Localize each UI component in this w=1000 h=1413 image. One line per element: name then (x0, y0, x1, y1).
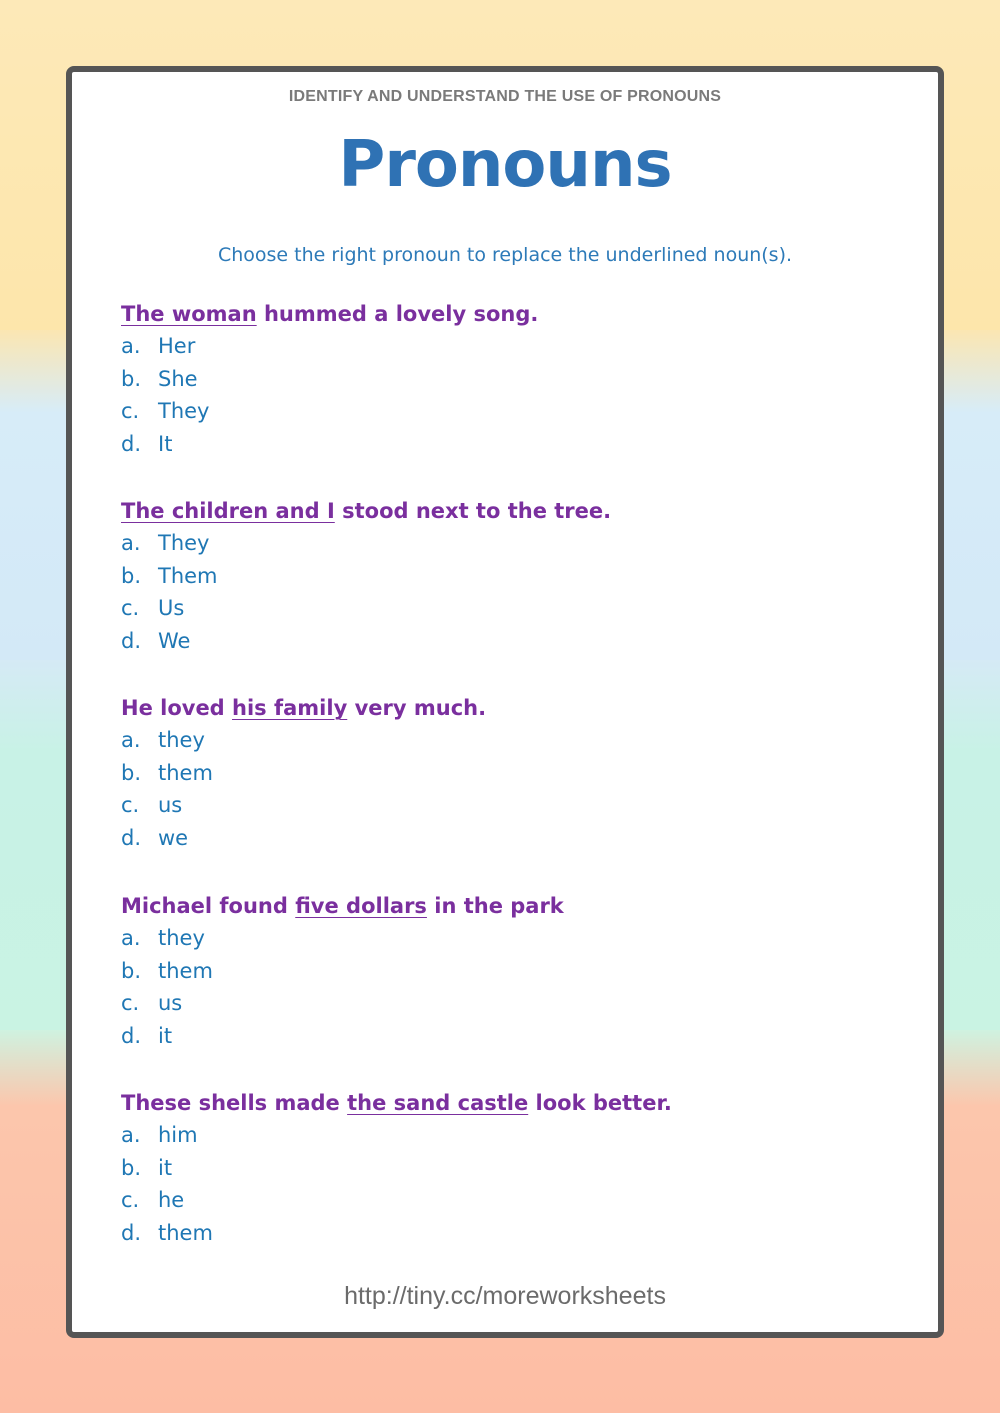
page-title: Pronouns (338, 128, 672, 202)
option-d[interactable]: d. We (121, 628, 191, 653)
option-b[interactable]: b. She (121, 366, 198, 391)
option-a[interactable]: a. they (121, 728, 205, 752)
option-c[interactable]: c. They (121, 399, 210, 423)
option-d[interactable]: d. It (121, 431, 173, 456)
underlined-noun: The woman (121, 302, 257, 326)
option-a[interactable]: a. They (121, 531, 210, 555)
underlined-noun: his family (232, 696, 348, 720)
underlined-noun: The children and I (121, 499, 335, 523)
option-a[interactable]: a. Her (121, 334, 196, 358)
option-c[interactable]: c. Us (121, 596, 185, 620)
question-5 (121, 1087, 881, 1249)
option-a[interactable]: a. they (121, 926, 205, 950)
worksheet-kicker: IDENTIFY AND UNDERSTAND THE USE OF PRONOUNS (288, 88, 722, 105)
question-1 (121, 298, 881, 460)
option-b[interactable]: b. Them (121, 563, 218, 588)
option-d[interactable]: d. it (121, 1023, 173, 1048)
option-c[interactable]: c. us (121, 991, 183, 1015)
option-b[interactable]: b. them (121, 760, 213, 785)
option-d[interactable]: d. them (121, 1220, 213, 1245)
question-stem: He loved his family very much. (121, 696, 487, 720)
option-c[interactable]: c. us (121, 793, 183, 817)
option-d[interactable]: d. we (121, 825, 189, 850)
instruction-text: Choose the right pronoun to replace the underlined noun(s). (217, 244, 793, 266)
question-2 (121, 495, 881, 657)
question-4 (121, 890, 881, 1052)
footer-link[interactable]: http://tiny.cc/moreworksheets (344, 1282, 666, 1310)
option-b[interactable]: b. it (121, 1155, 173, 1180)
question-stem: The woman hummed a lovely song. (121, 302, 539, 326)
option-a[interactable]: a. him (121, 1123, 198, 1147)
underlined-noun: the sand castle (347, 1091, 529, 1115)
worksheet-card (66, 66, 944, 1338)
option-b[interactable]: b. them (121, 958, 213, 983)
question-stem: These shells made the sand castle look better. (121, 1091, 672, 1115)
question-3 (121, 692, 881, 854)
underlined-noun: five dollars (295, 894, 427, 918)
question-stem: Michael found five dollars in the park (121, 894, 564, 918)
option-c[interactable]: c. he (121, 1188, 185, 1212)
question-stem: The children and I stood next to the tree. (121, 499, 612, 523)
